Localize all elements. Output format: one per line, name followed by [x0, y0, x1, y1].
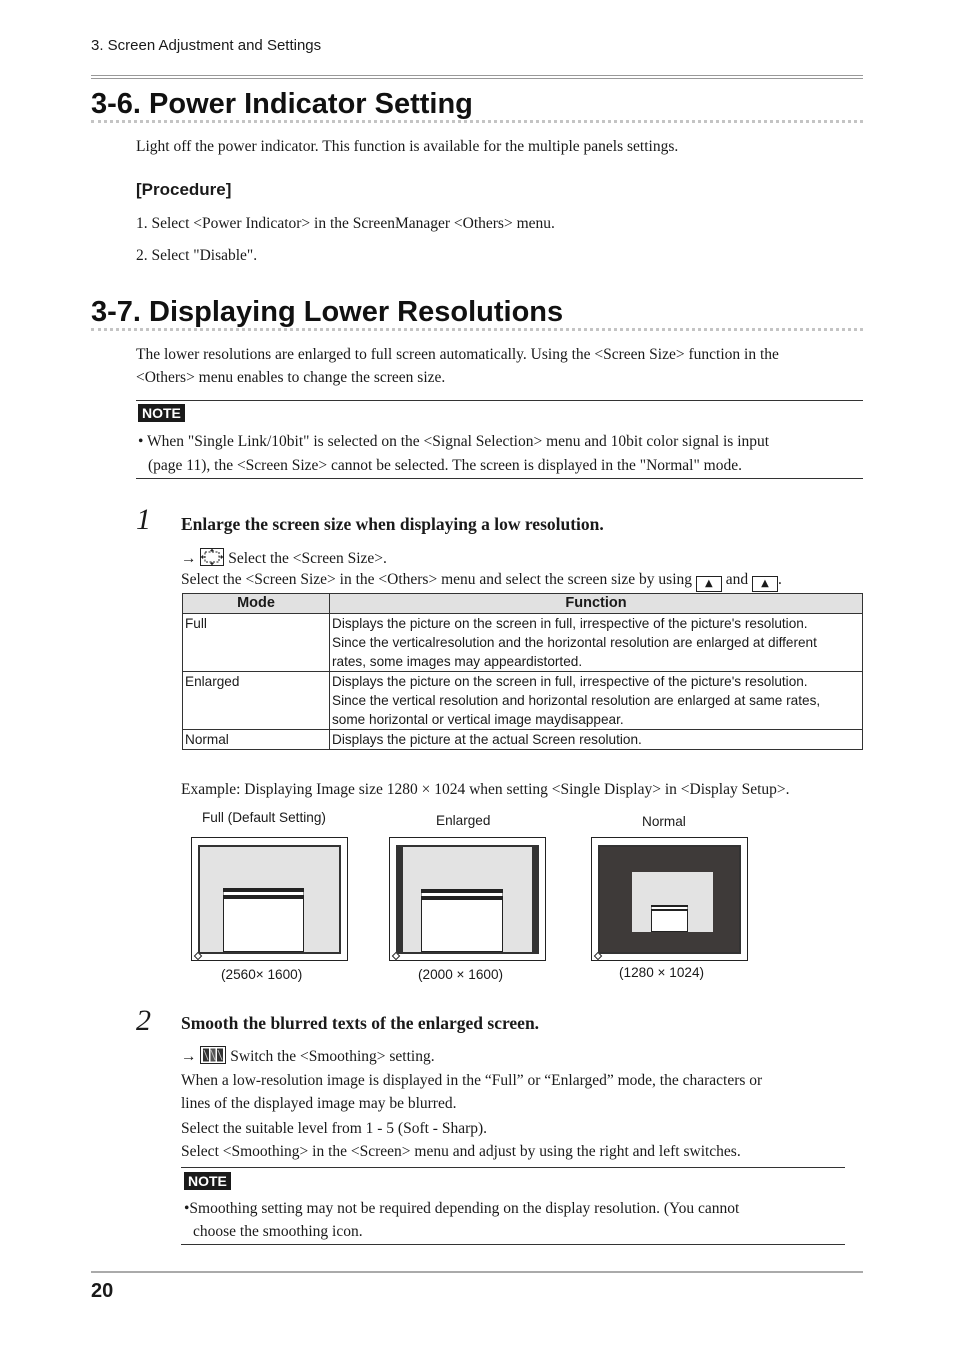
page-number: 20 — [91, 1280, 114, 1302]
example-text: Example: Displaying Image size 1280 × 1024 when setting <Single Display> in <Display Setup>. — [181, 781, 790, 798]
table-header-function: Function — [330, 594, 863, 614]
table-cell-function — [330, 672, 863, 730]
function-line: rates, some images may appeardistorted. — [332, 654, 583, 669]
note-badge: NOTE — [138, 404, 185, 422]
figure-caption-full: (2560× 1600) — [221, 967, 303, 982]
table-header-mode: Mode — [183, 594, 330, 614]
table-cell-mode: Enlarged — [183, 672, 330, 730]
note-bottom-rule — [181, 1244, 845, 1245]
figure-label-normal: Normal — [642, 814, 686, 829]
note-line1: • When "Single Link/10bit" is selected on the <Signal Selection> menu and 10bit color signal is input — [138, 433, 770, 450]
function-line: Since the verticalresolution and the horizontal resolution are enlarged at different — [332, 635, 817, 650]
step-2-line1 — [181, 1045, 435, 1072]
figure-caption-normal: (1280 × 1024) — [619, 965, 705, 980]
table-cell-function — [330, 614, 863, 672]
period: . — [778, 571, 782, 588]
step-1-line2 — [181, 568, 782, 592]
arrow: → — [181, 550, 197, 567]
footer-rule — [91, 1271, 863, 1273]
monitor-normal-illustration — [591, 837, 748, 961]
note-top-rule — [136, 400, 863, 401]
note-top-rule — [181, 1167, 845, 1168]
figure-label-enlarged: Enlarged — [436, 813, 491, 828]
down-key-icon: ▲ — [752, 576, 778, 592]
table-cell-mode: Full — [183, 614, 330, 672]
function-line: Displays the picture on the screen in full, irrespective of the picture's resolution. — [332, 616, 808, 631]
table-row — [183, 614, 863, 672]
monitor-enlarged-illustration — [389, 837, 546, 961]
step-number-2: 2 — [136, 1004, 151, 1037]
header-rule — [91, 75, 863, 79]
step-2-line4: Select the suitable level from 1 - 5 (Soft - Sharp). — [181, 1120, 488, 1137]
function-line: Displays the picture on the screen in full, irrespective of the picture's resolution. — [332, 674, 808, 689]
section-3-6-intro: Light off the power indicator. This function is available for the multiple panels settings. — [136, 138, 679, 155]
step-2-line5: Select <Smoothing> in the <Screen> menu and adjust by using the right and left switches. — [181, 1143, 741, 1160]
table-row — [183, 672, 863, 730]
arrow: → — [181, 1048, 197, 1065]
running-header: 3. Screen Adjustment and Settings — [91, 37, 322, 54]
procedure-step-2: 2. Select "Disable". — [136, 247, 258, 264]
procedure-step-1: 1. Select <Power Indicator> in the ScreenManager <Others> menu. — [136, 215, 555, 232]
function-line: Displays the picture at the actual Screen resolution. — [332, 732, 642, 747]
step-1-line2-text: Select the <Screen Size> in the <Others> menu and select the screen size by using — [181, 571, 693, 588]
step-2-line2: When a low-resolution image is displayed in the “Full” or “Enlarged” mode, the characters or — [181, 1072, 763, 1089]
section-3-6-title: 3-6. Power Indicator Setting — [91, 88, 473, 120]
step-number-1: 1 — [136, 503, 151, 536]
section-3-7-intro-line1: The lower resolutions are enlarged to full screen automatically. Using the <Screen Size> function in the — [136, 346, 779, 363]
procedure-heading: [Procedure] — [136, 180, 232, 199]
monitor-full-illustration — [191, 837, 348, 961]
up-key-icon: ▲ — [696, 576, 722, 592]
section-3-7-intro-line2: <Others> menu enables to change the screen size. — [136, 369, 446, 386]
note-line2: choose the smoothing icon. — [193, 1223, 363, 1240]
table-row — [183, 730, 863, 750]
table-cell-mode: Normal — [183, 730, 330, 750]
function-line: some horizontal or vertical image maydisappear. — [332, 712, 624, 727]
table-cell-function — [330, 730, 863, 750]
note-bottom-rule — [136, 478, 863, 479]
note-badge: NOTE — [184, 1172, 231, 1190]
step-2-line3: lines of the displayed image may be blurred. — [181, 1095, 457, 1112]
note-line2: (page 11), the <Screen Size> cannot be selected. The screen is displayed in the "Normal" mode. — [148, 457, 742, 474]
note-line1: •Smoothing setting may not be required depending on the display resolution. (You cannot — [184, 1200, 740, 1217]
function-line: Since the vertical resolution and horizontal resolution are enlarged at same rates, — [332, 693, 821, 708]
title-dotted-rule — [91, 120, 863, 123]
step-1-title: Enlarge the screen size when displaying a low resolution. — [181, 514, 604, 534]
smoothing-icon — [200, 1046, 226, 1072]
title-dotted-rule — [91, 328, 863, 331]
figure-caption-enlarged: (2000 × 1600) — [418, 967, 504, 982]
section-3-7-title: 3-7. Displaying Lower Resolutions — [91, 296, 564, 328]
step-1-instruction: Select the <Screen Size>. — [228, 550, 387, 567]
and-text: and — [725, 571, 749, 588]
step-2-instruction: Switch the <Smoothing> setting. — [230, 1048, 435, 1065]
step-2-title: Smooth the blurred texts of the enlarged screen. — [181, 1013, 540, 1033]
screen-size-table — [182, 593, 863, 750]
figure-label-full: Full (Default Setting) — [202, 810, 326, 825]
